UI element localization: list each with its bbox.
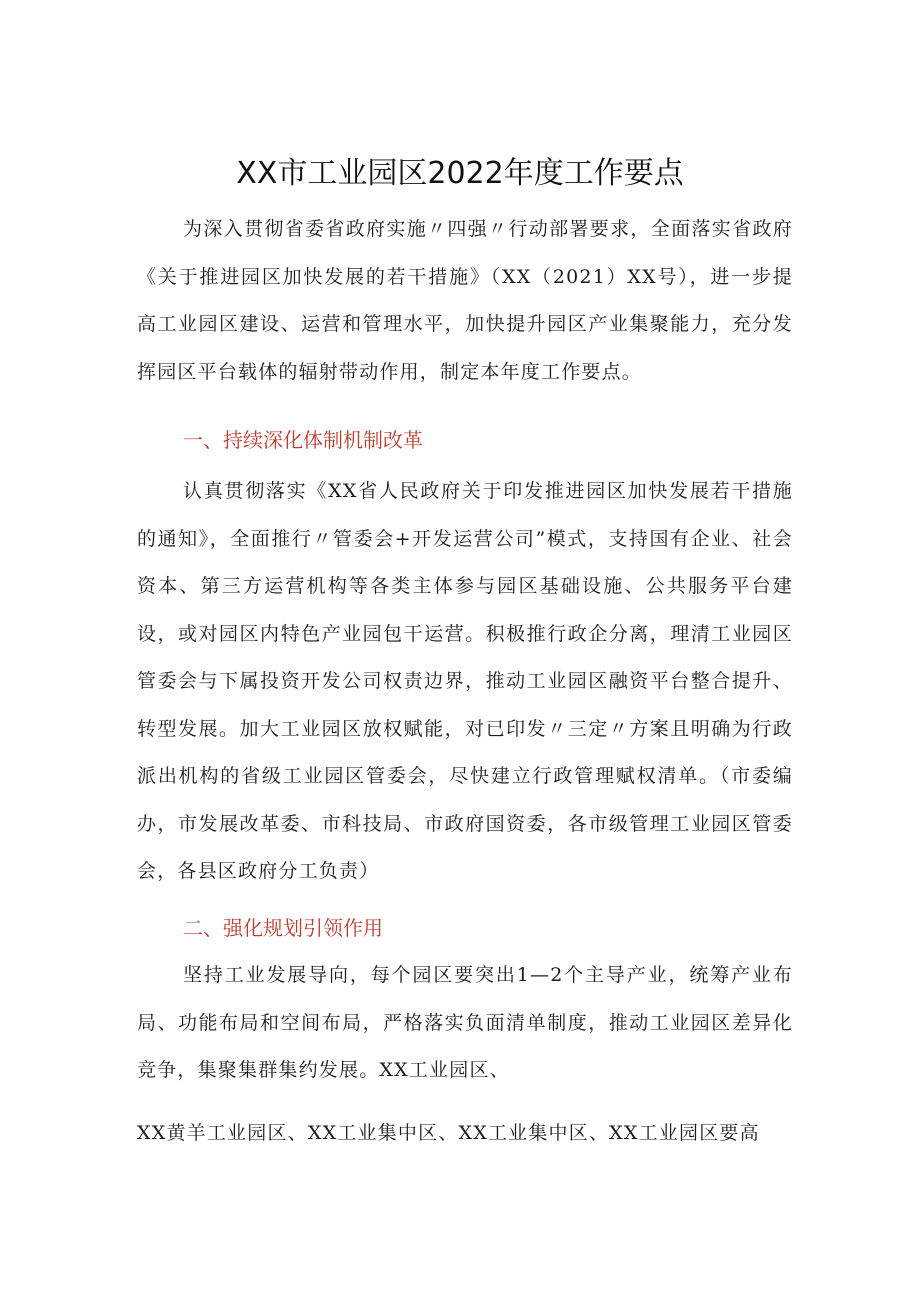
section-2-heading: 二、强化规划引领作用 (183, 916, 383, 940)
section-2-body: 坚持工业发展导向，每个园区要突出1—2个主导产业，统筹产业布局、功能布局和空间布局，严格落实负面清单制度，推动工业园区差异化竞争，集聚集群集约发展。XX工业园区、 (137, 964, 793, 1081)
intro-paragraph: 为深入贯彻省委省政府实施〃四强〃行动部署要求，全面落实省政府《关于推进园区加快发展的若干措施》（XX（2021）XX号），进一步提高工业园区建设、运营和管理水平，加快提升园区产业集聚能力，充分发挥园区平台载体的辐射带动作用，制定本年度工作要点。 (137, 218, 793, 383)
section-1-body: 认真贯彻落实《XX省人民政府关于印发推进园区加快发展若干措施的通知》，全面推行〃管委会+开发运营公司”模式，支持国有企业、社会资本、第三方运营机构等各类主体参与园区基础设施、公共服务平台建设，或对园区内特色产业园包干运营。积极推行政企分离，理清工业园区管委会与下属投资开发公司权责边界，推动工业园区融资平台整合提升、转型发展。加大工业园区放权赋能，对已印发〃三定〃方案且明确为行政派出机构的省级工业园区管委会，尽快建立行政管理赋权清单。（市委编办，市发展改革委、市科技局、市政府国资委，各市级管理工业园区管委会，各县区政府分工负责） (137, 480, 793, 882)
section-1-heading: 一、持续深化体制机制改革 (183, 428, 423, 452)
document-title: XX市工业园区2022年度工作要点 (236, 156, 684, 191)
section-2-continuation: XX黄羊工业园区、XX工业集中区、XX工业集中区、XX工业园区要高 (137, 1122, 760, 1144)
